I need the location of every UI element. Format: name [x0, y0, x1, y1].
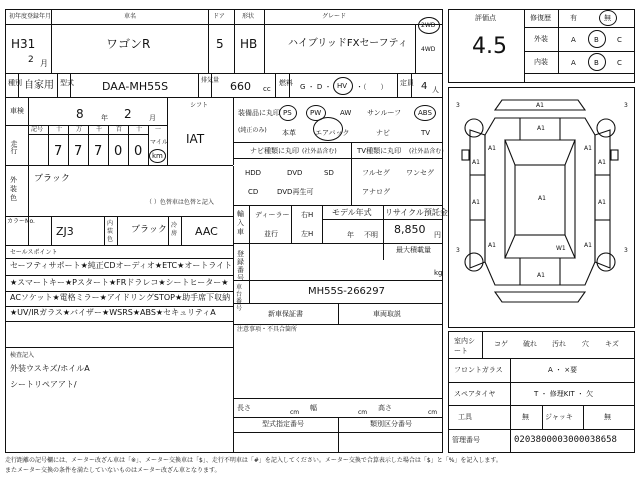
notes-label: 注意事項・不具合箇所	[237, 326, 298, 333]
mile-label: マイル	[150, 139, 168, 146]
equip-pw: PW	[310, 109, 322, 117]
sales-line-2: ACソケット★電格ミラー★アイドリングSTOP★助手席下収納	[10, 293, 231, 302]
dmg-label-12: A1	[537, 272, 545, 279]
reg-month-unit: 月	[40, 59, 48, 68]
dmg-label-4: A1	[472, 159, 480, 166]
mileage-unit-4: 十	[136, 126, 143, 133]
type-label: 種別	[8, 79, 22, 87]
mileage-unit-1: 万	[76, 126, 83, 133]
length-unit: cm	[290, 409, 300, 416]
height-unit: cm	[428, 409, 438, 416]
recycle-unit: 円	[434, 231, 441, 239]
displacement-unit: cc	[263, 85, 271, 93]
fuel-hv: HV	[337, 82, 348, 90]
drive-2wd: 2WD	[421, 22, 436, 29]
shift-label: シフト	[190, 102, 209, 109]
dmg-label-10: A1	[584, 242, 592, 249]
inspector-line-1: シートリペアアト/	[10, 380, 77, 389]
tv-fullseg: フルセグ	[362, 169, 390, 177]
dmg-label-8: A1	[598, 199, 606, 206]
diagram-mark-br: 3	[624, 247, 628, 254]
import-left: 左H	[301, 230, 314, 238]
import-right: 右H	[301, 211, 314, 219]
repair-label: 修復歴	[530, 14, 551, 22]
windshield-value: A ・ ×要	[548, 366, 578, 374]
tv-analog: アナログ	[362, 188, 390, 196]
diagram-mark-tr: 3	[624, 102, 628, 109]
equip-ps: PS	[283, 109, 292, 117]
fuel-paren: ・（ ）	[356, 83, 388, 91]
reg-no-label: 登録番号	[237, 250, 244, 282]
reg-year-label: 初年度登録年月	[9, 13, 52, 20]
dmg-label-7: A1	[472, 199, 480, 206]
exterior-color-label: 外装色	[10, 176, 17, 202]
nav-dvd-play: DVD再生可	[277, 188, 314, 196]
mgmt-label: 管理番号	[452, 436, 480, 444]
mileage-digit-1: 7	[74, 144, 83, 159]
dmg-label-5: A1	[598, 159, 606, 166]
equipment-label: 装備品に丸印	[238, 109, 280, 117]
import-label: 輸入車	[237, 210, 244, 236]
mileage-digit-2: 7	[94, 144, 103, 159]
inspection-month-unit: 月	[149, 114, 156, 122]
sales-label: セールスポイント	[10, 249, 58, 256]
nav-cd: CD	[248, 188, 259, 196]
mileage-unit-3: 百	[116, 126, 123, 133]
tv-oneseg: ワンセグ	[406, 169, 434, 177]
sales-line-0: セーフティサポート★純正CDオーディオ★ETC★オートライト	[10, 261, 233, 270]
drive-4wd: 4WD	[421, 46, 436, 53]
door-count: 5	[216, 37, 224, 51]
model-year-unit: 年	[347, 231, 354, 239]
km-label: km	[152, 152, 163, 160]
tools-label: 工具	[458, 413, 472, 421]
ext-c: C	[617, 36, 622, 44]
seat-item-0: コゲ	[494, 340, 508, 348]
mileage-label: 走行	[10, 140, 18, 154]
model-year-unknown: 不明	[364, 231, 378, 239]
jack-value: 無	[604, 413, 611, 421]
inspection-year-unit: 年	[101, 114, 108, 122]
door-label: ドア	[213, 13, 225, 20]
interior-label: 内装	[534, 58, 548, 66]
inspection-year: 8	[76, 107, 84, 121]
type-value: 自家用	[24, 80, 54, 91]
grade: ハイブリッドFXセーフティ	[288, 38, 408, 49]
color-code-value: ZJ3	[56, 225, 74, 238]
mileage-unit-0: 十	[56, 126, 63, 133]
score-value: 4.5	[472, 34, 507, 59]
sales-line-3: ★UV/IRガラス★バイザー★WSRS★ABS★セキュリティA	[10, 308, 216, 317]
grade-label: グレード	[322, 13, 347, 20]
dmg-label-6: A1	[538, 195, 546, 202]
equip-airbag: エアバック	[315, 129, 350, 137]
width-label: 幅	[310, 404, 317, 412]
shape-label: 形状	[242, 13, 255, 20]
body-shape: HB	[240, 37, 258, 51]
max-load-unit: kg	[434, 269, 443, 277]
nav-dvd: DVD	[287, 169, 303, 177]
car-name: ワゴンR	[106, 37, 151, 51]
windshield-label: フロントガラス	[454, 366, 503, 374]
length-label: 長さ	[237, 404, 251, 412]
dmg-label-0: A1	[536, 102, 544, 109]
reg-month: 2	[28, 55, 34, 65]
equip-leather: 本革	[282, 129, 296, 137]
ext-b: B	[594, 36, 599, 44]
equip-aw: AW	[340, 109, 352, 117]
score-label: 評価点	[475, 14, 496, 22]
ac-label: 冷房	[171, 222, 178, 237]
nav-hdd: HDD	[245, 169, 262, 177]
spare-label: スペアタイヤ	[454, 390, 496, 398]
mileage-note-label: 記号	[31, 126, 44, 133]
equip-abs: ABS	[418, 109, 432, 117]
inspector-line-0: 外装ウスキズ/ホイルA	[10, 364, 90, 373]
class-label: 類別区分番号	[370, 420, 412, 428]
max-load-label: 最大積載量	[396, 246, 431, 254]
mileage-digit-4: 0	[134, 144, 143, 159]
exterior-label: 外装	[534, 35, 548, 43]
displacement-label: 排気量	[201, 77, 220, 84]
diagram-mark-tl: 3	[456, 102, 460, 109]
spare-value: T ・ 修理KIT ・ 欠	[534, 390, 594, 398]
type-spec-label: 型式指定番号	[262, 420, 304, 428]
dmg-label-1: A1	[537, 125, 545, 132]
mgmt-value: 0203800003000038658	[514, 435, 617, 445]
width-unit: cm	[358, 409, 368, 416]
int-c: C	[617, 59, 622, 67]
tv-label: TV種類に丸印	[357, 147, 402, 155]
inspection-month: 2	[124, 107, 132, 121]
displacement-value: 660	[230, 80, 251, 93]
seat-item-2: 汚れ	[552, 340, 566, 348]
inspection-label: 車検	[10, 107, 24, 115]
reg-year: H31	[11, 37, 36, 51]
capacity-unit: 人	[432, 86, 439, 94]
recycle-value: 8,850	[394, 223, 426, 236]
nav-sub: (社外品含む)	[302, 148, 337, 155]
sales-line-1: ★スマートキー★Pスタート★FRドラレコ★シートヒーター★	[10, 278, 229, 287]
fuel-options: G ・ D ・	[300, 83, 332, 91]
equip-tv: TV	[421, 129, 431, 137]
repair-yes: 有	[570, 14, 577, 22]
equip-sunroof: サンルーフ	[367, 109, 402, 117]
model-label: 型式	[60, 79, 74, 87]
ext-a: A	[571, 36, 576, 44]
model-value: DAA-MH55S	[102, 80, 169, 93]
manual-label: 車両取説	[373, 310, 401, 318]
tv-sub: (社外品含む)	[409, 148, 444, 155]
color-change-note: （ ）色替車は色替と記入	[146, 199, 214, 206]
inspector-label: 検査記入	[10, 352, 35, 359]
int-a: A	[571, 59, 576, 67]
seat-item-1: 破れ	[523, 340, 537, 348]
interior-color-label: 内装色	[107, 220, 114, 243]
shift-value: IAT	[186, 132, 205, 146]
import-dealer: ディーラー	[255, 211, 290, 219]
dmg-label-9: A1	[488, 242, 496, 249]
fuel-label: 燃料	[279, 79, 293, 87]
int-b: B	[594, 59, 599, 67]
footer-line-2: またメーター交換の条件を満たしていないものはメーター改ざん車となります。	[5, 467, 221, 474]
mileage-digit-3: 0	[114, 144, 123, 159]
equip-navi: ナビ	[376, 129, 390, 137]
warranty-label: 新車保証書	[268, 310, 303, 318]
nav-sd: SD	[324, 169, 334, 177]
recycle-label: リサイクル預託金	[385, 208, 448, 217]
diagram-mark-bl: 3	[456, 247, 460, 254]
model-year-label: モデル年式	[332, 208, 372, 217]
import-parallel: 並行	[264, 230, 278, 238]
seat-item-3: 穴	[582, 340, 589, 348]
capacity-value: 4	[421, 81, 428, 92]
mileage-digit-0: 7	[54, 144, 63, 159]
dmg-label-2: A1	[488, 145, 496, 152]
height-label: 高さ	[378, 404, 392, 412]
dmg-label-11: W1	[556, 245, 566, 252]
seat-label: 室内シート	[454, 337, 475, 355]
chassis-label: 車台番号	[236, 284, 243, 312]
capacity-label: 定員	[400, 79, 414, 87]
dmg-label-3: A1	[584, 145, 592, 152]
repair-no: 無	[604, 14, 611, 22]
mileage-unit-2: 千	[96, 126, 103, 133]
equipment-sub: (純正のみ)	[238, 127, 267, 134]
mileage-unit-5: 一	[155, 126, 162, 133]
exterior-color-value: ブラック	[34, 174, 70, 184]
jack-label: ジャッキ	[545, 413, 573, 421]
car-name-label: 車名	[124, 13, 137, 20]
color-code-label: カラーNo.	[7, 218, 35, 225]
footer-line-1: 走行距離の記号欄には、メーター改ざん車は「※」、メーター交換車は「$」、走行不明車は「#」を記入してください。メーター交換で合算表示した場合は「$」と「%」を記入します。	[5, 457, 502, 464]
seat-item-4: キズ	[605, 340, 619, 348]
interior-color-value: ブラック	[131, 225, 167, 235]
nav-label: ナビ種類に丸印	[250, 147, 299, 155]
chassis-value: MH55S-266297	[308, 286, 386, 297]
ac-value: AAC	[195, 225, 218, 238]
tools-value: 無	[522, 413, 529, 421]
